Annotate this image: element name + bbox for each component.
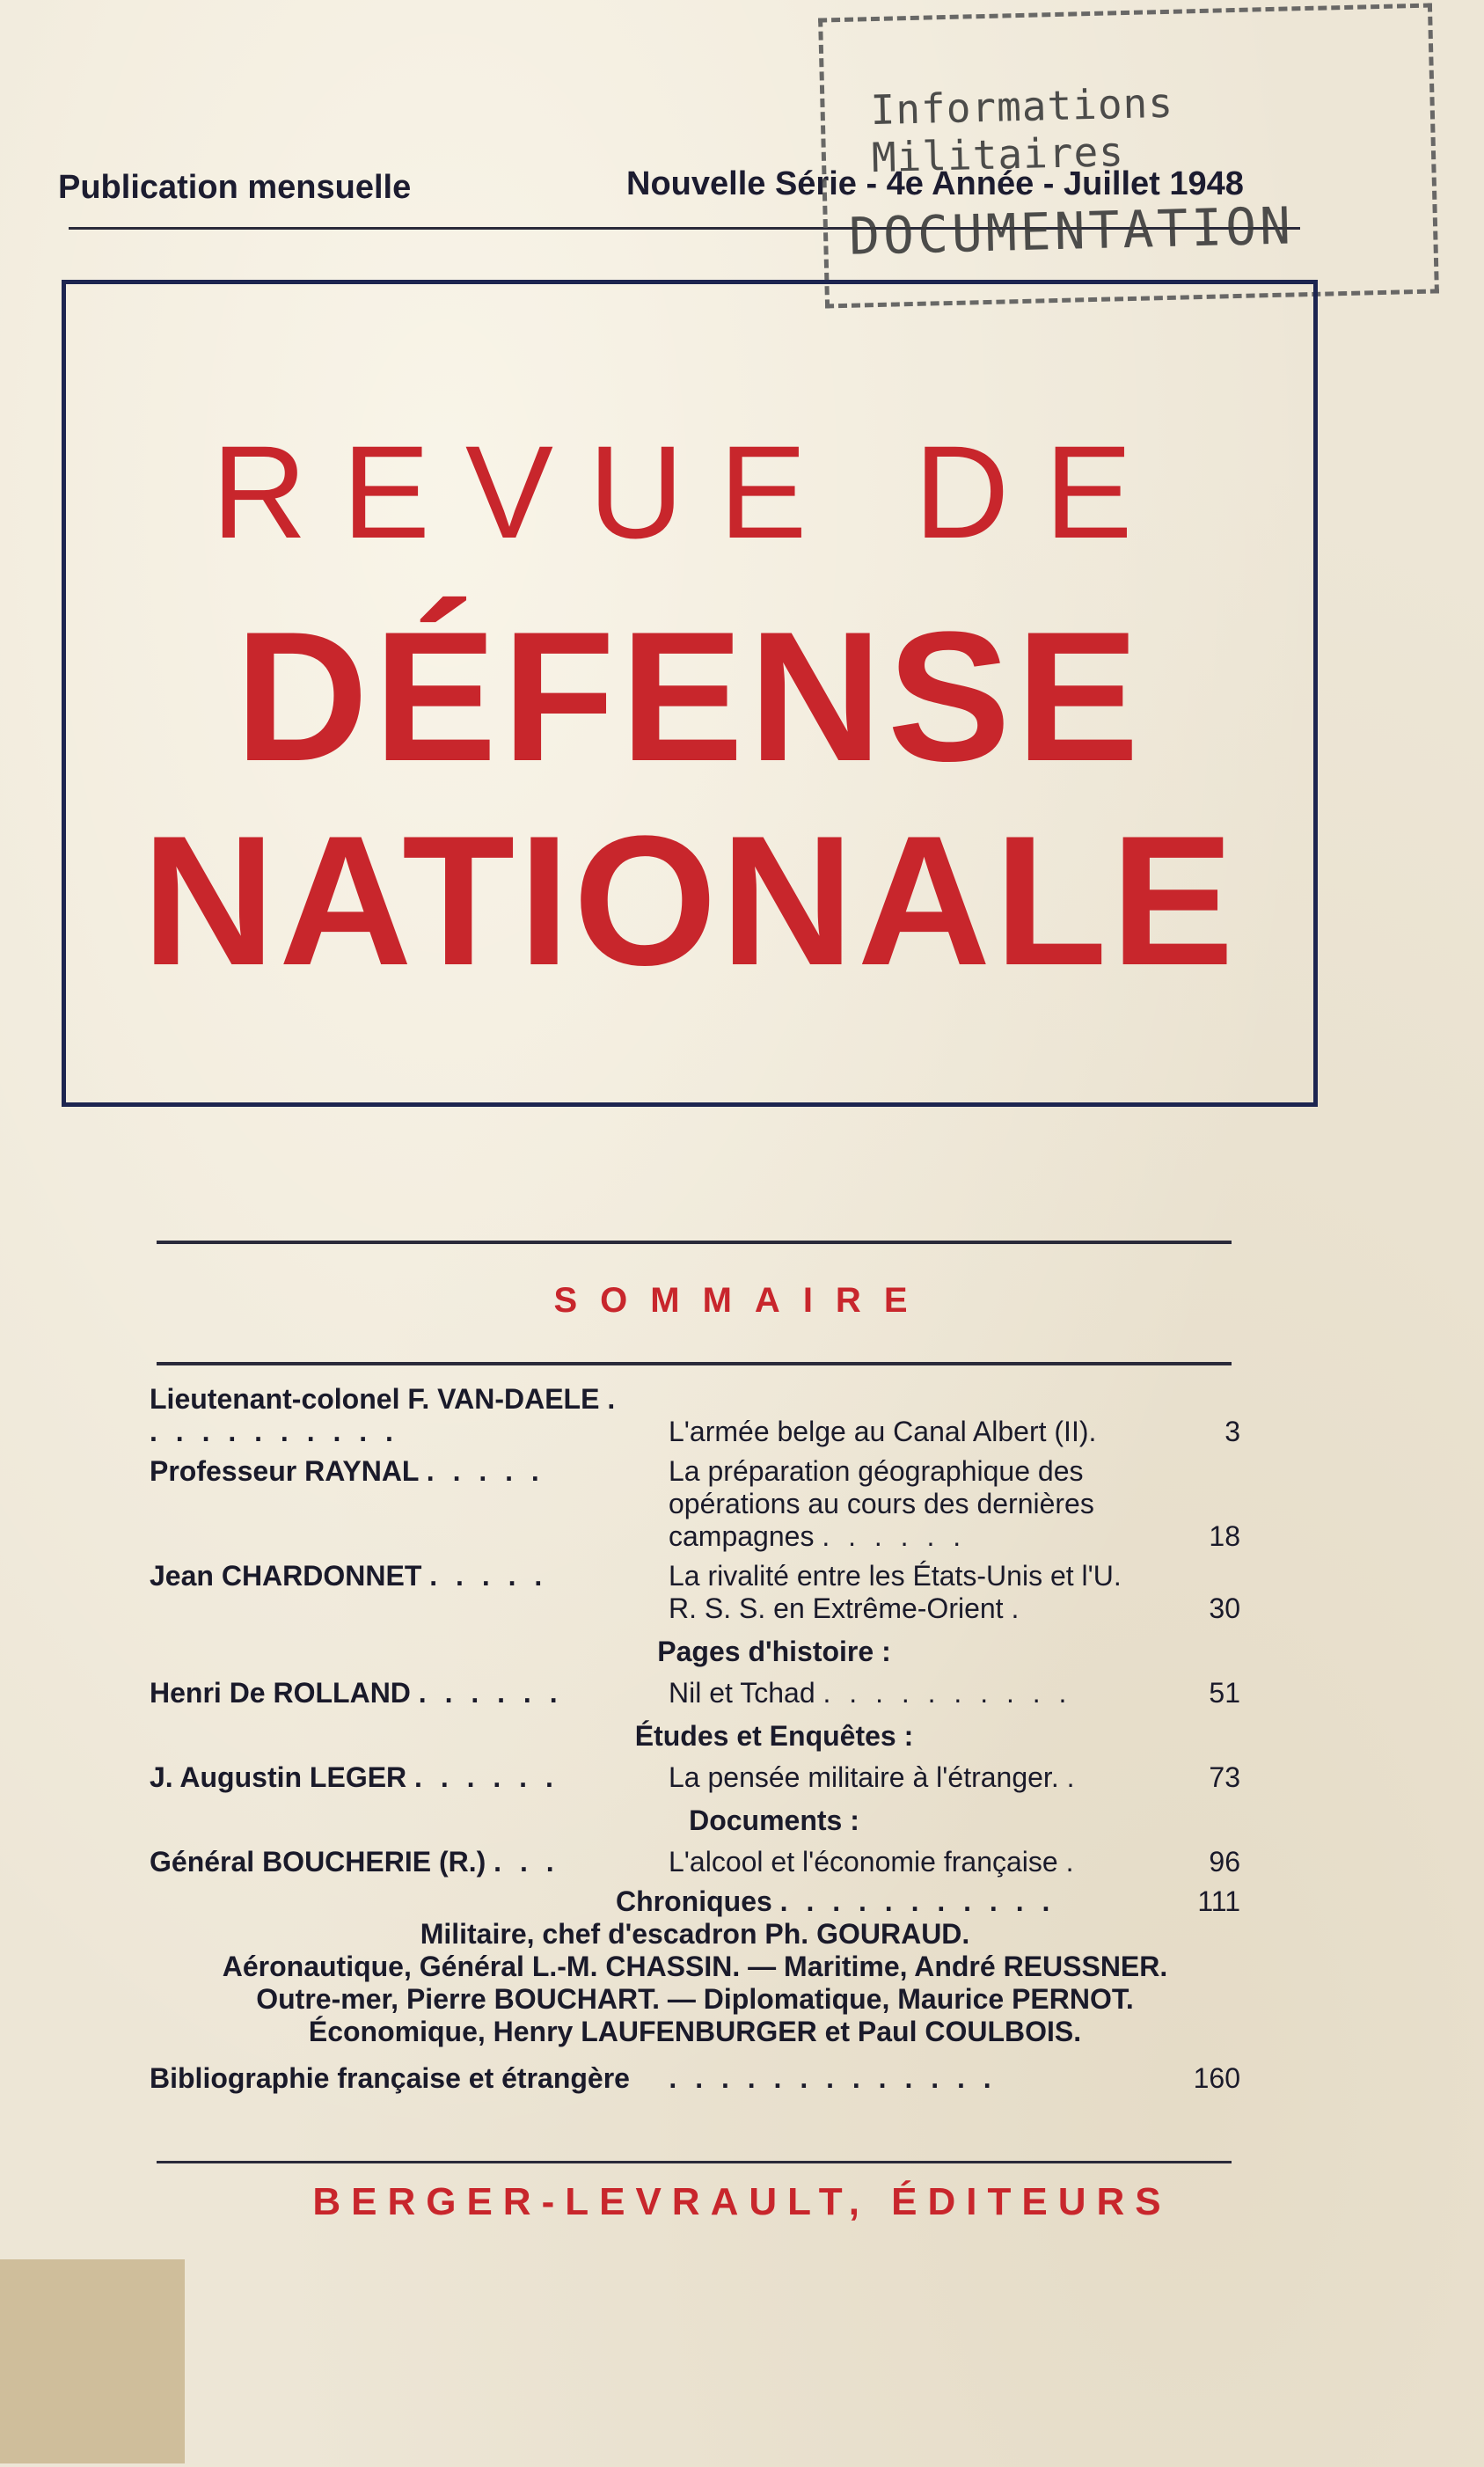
toc-page: 51: [1209, 1677, 1240, 1709]
toc-title: Nil et Tchad: [669, 1677, 815, 1709]
toc-leader: . . . . . . . . . . .: [779, 1885, 1056, 1917]
toc-author: Professeur RAYNAL: [150, 1455, 419, 1487]
toc-page: 96: [1209, 1846, 1240, 1878]
toc-page: 3: [1224, 1416, 1240, 1447]
toc-entry: [150, 1560, 1240, 1625]
title-line-2: DÉFENSE: [235, 593, 1144, 800]
toc-page: 73: [1209, 1761, 1240, 1793]
toc-section-heading: Études et Enquêtes :: [634, 1720, 914, 1752]
toc-entry: [150, 1761, 1240, 1794]
chronique-line: Outre-mer, Pierre BOUCHART. — Diplomatique, Maurice PERNOT.: [256, 1983, 1134, 2015]
toc-leader: . . . . . .: [822, 1520, 967, 1552]
sommaire-bottom-rule: [157, 1362, 1232, 1365]
toc-page: 18: [1209, 1520, 1240, 1552]
toc-title: La préparation géographique des opérations au cours des dernières campagnes: [669, 1455, 1094, 1552]
toc-chroniques: [150, 1885, 1240, 1918]
title-line-1: REVUE DE: [211, 418, 1168, 566]
toc-author: Lieutenant-colonel F. VAN-DAELE: [150, 1383, 600, 1415]
toc-page: 111: [1197, 1885, 1240, 1917]
chronique-line: Militaire, chef d'escadron Ph. GOURAUD.: [420, 1918, 970, 1950]
toc-entry: [150, 1677, 1240, 1709]
toc-title: La rivalité entre les États-Unis et l'U. R. S. S. en Extrême-Orient .: [669, 1560, 1122, 1624]
toc-entry: [150, 1455, 1240, 1553]
issue-info: Nouvelle Série - 4e Année - Juillet 1948: [626, 165, 1244, 202]
chroniques-label: Chroniques: [616, 1885, 772, 1917]
toc-entry: [150, 1383, 1240, 1448]
toc-author: Général BOUCHERIE (R.): [150, 1846, 486, 1878]
publisher-name: BERGER-LEVRAULT, ÉDITEURS: [312, 2180, 1172, 2223]
bibliography-label: Bibliographie française et étrangère: [150, 2062, 630, 2094]
table-of-contents: [150, 1383, 1240, 2095]
library-stamp: [818, 4, 1439, 309]
toc-leader: . . . . . .: [418, 1677, 563, 1709]
toc-leader: . . . . . . . . . .: [822, 1677, 1072, 1709]
toc-section-heading: Documents :: [689, 1804, 859, 1836]
sommaire-heading: SOMMAIRE: [553, 1281, 931, 1320]
toc-leader: . . . . . . . . . . .: [150, 1383, 621, 1447]
title-frame: [62, 280, 1318, 1107]
publication-frequency: Publication mensuelle: [58, 169, 412, 206]
toc-leader: . . . . .: [426, 1455, 545, 1487]
chronique-line: Aéronautique, Général L.-M. CHASSIN. — Maritime, André REUSSNER.: [222, 1951, 1168, 1982]
toc-title: L'armée belge au Canal Albert (II).: [669, 1416, 1097, 1447]
toc-author: Jean CHARDONNET: [150, 1560, 422, 1592]
chronique-line: Économique, Henry LAUFENBURGER et Paul COULBOIS.: [308, 2016, 1082, 2047]
toc-title: L'alcool et l'économie française .: [669, 1846, 1074, 1878]
toc-leader: . . .: [493, 1846, 559, 1878]
sommaire-top-rule: [157, 1241, 1232, 1244]
toc-bibliography: [150, 2062, 1240, 2095]
publisher-rule: [157, 2161, 1232, 2163]
stamp-line-1: Informations Militaires: [869, 78, 1174, 182]
toc-author: Henri De ROLLAND: [150, 1677, 411, 1709]
toc-page: 30: [1209, 1592, 1240, 1624]
toc-leader: . . . . .: [429, 1560, 548, 1592]
toc-entry: [150, 1846, 1240, 1878]
toc-leader: . . . . . . . . . . . . .: [669, 2062, 997, 2094]
stamp-line-2: DOCUMENTATION: [848, 195, 1295, 267]
toc-leader: . . . . . .: [414, 1761, 559, 1793]
toc-title: La pensée militaire à l'étranger. .: [669, 1761, 1075, 1793]
toc-author: J. Augustin LEGER: [150, 1761, 407, 1793]
toc-page: 160: [1193, 2062, 1240, 2094]
toc-section-heading: Pages d'histoire :: [657, 1636, 891, 1667]
library-label-sticker: [0, 2259, 185, 2463]
title-line-3: NATIONALE: [142, 797, 1238, 1004]
